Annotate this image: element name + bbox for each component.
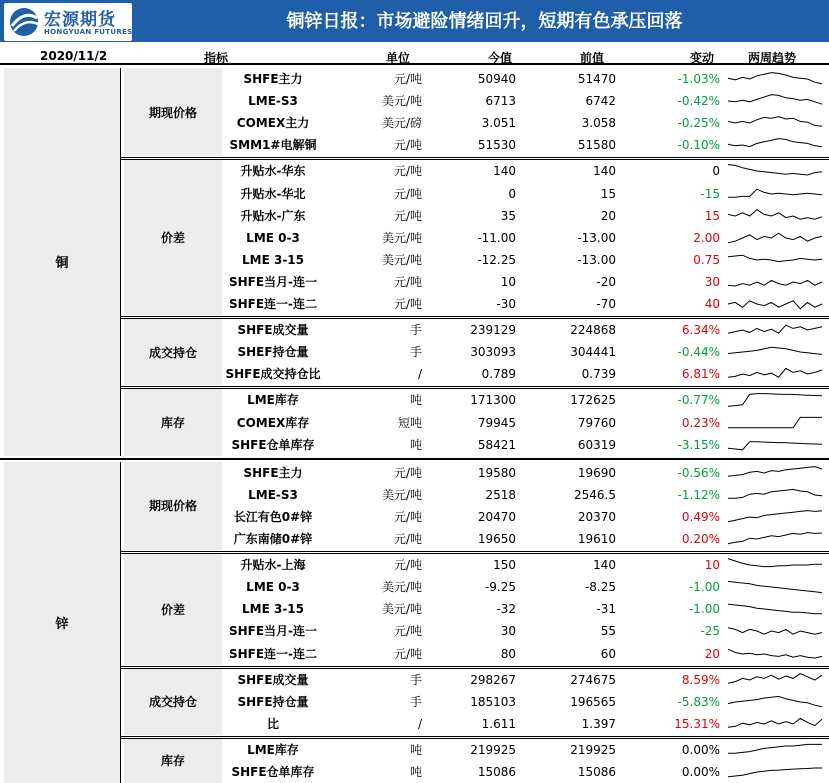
current-value: 219925 <box>470 742 516 757</box>
indicator-name: COMEX主力 <box>236 116 310 131</box>
current-value: 19580 <box>477 465 516 480</box>
change-value: -0.56% <box>677 465 720 480</box>
indicator-name: SHFE连一-连二 <box>228 297 318 311</box>
trend-line <box>728 441 822 449</box>
column-header-change: 变动 <box>690 51 715 65</box>
group-divider <box>120 551 829 552</box>
indicator-name: SHEF持仓量 <box>237 345 309 360</box>
group-divider <box>120 386 829 387</box>
change-value: 0.00% <box>681 742 720 757</box>
trend-line <box>728 649 822 658</box>
current-value: 150 <box>493 558 516 573</box>
current-value: -32 <box>496 602 516 617</box>
trend-sparkline <box>726 228 824 248</box>
change-value: -3.15% <box>677 437 720 452</box>
previous-value: 1.397 <box>581 716 616 731</box>
change-value: 40 <box>704 297 720 311</box>
previous-value: 304441 <box>570 345 616 360</box>
unit-cell: 吨 <box>409 437 422 452</box>
trend-line <box>728 466 822 476</box>
trend-sparkline <box>726 621 824 641</box>
indicator-name: LME-S3 <box>248 487 298 502</box>
group-label: 库存 <box>160 416 185 431</box>
trend-sparkline <box>726 342 824 362</box>
unit-cell: 吨 <box>409 742 422 757</box>
indicator-name: LME-S3 <box>248 94 298 109</box>
trend-sparkline <box>726 250 824 270</box>
trend-line <box>728 718 822 727</box>
unit-cell: 元/吨 <box>393 138 422 153</box>
trend-sparkline <box>726 272 824 292</box>
unit-cell: 美元/吨 <box>381 94 422 109</box>
change-value: 30 <box>704 274 720 289</box>
trend-line <box>728 347 822 354</box>
trend-sparkline <box>726 599 824 619</box>
group-divider <box>120 157 829 158</box>
indicator-name: SHFE成交持仓比 <box>225 367 321 382</box>
previous-value: -20 <box>596 274 616 289</box>
current-value: 171300 <box>470 393 516 408</box>
trend-line <box>728 233 822 243</box>
column-header-indicator: 指标 <box>204 51 229 65</box>
change-value: 0.49% <box>681 509 720 524</box>
change-value: -25 <box>700 624 720 639</box>
previous-value: 219925 <box>570 742 616 757</box>
indicator-name: LME 0-3 <box>246 230 300 245</box>
trend-sparkline <box>726 113 824 133</box>
trend-sparkline <box>726 670 824 690</box>
trend-line <box>728 768 822 777</box>
trend-sparkline <box>726 161 824 181</box>
unit-cell: 吨 <box>409 765 422 779</box>
previous-value: 20370 <box>577 509 616 524</box>
indicator-name: SHFE当月-连一 <box>228 624 318 639</box>
trend-line <box>728 582 822 593</box>
current-value: 239129 <box>470 323 516 338</box>
section-divider-vertical <box>120 68 121 456</box>
indicator-name: LME库存 <box>247 393 299 408</box>
current-value: 50940 <box>477 72 516 86</box>
column-header-current: 今值 <box>488 51 513 65</box>
current-value: 10 <box>500 274 516 289</box>
trend-sparkline <box>726 463 824 483</box>
change-value: 0.75 <box>693 252 720 267</box>
current-value: 1.611 <box>481 716 516 731</box>
group-label: 库存 <box>160 754 185 769</box>
current-value: 298267 <box>470 672 516 687</box>
unit-cell: 手 <box>409 694 422 709</box>
trend-line <box>728 369 822 378</box>
previous-value: 55 <box>600 624 616 639</box>
unit-cell: 元/吨 <box>393 532 422 546</box>
unit-cell: 元/吨 <box>393 208 422 223</box>
trend-sparkline <box>726 320 824 340</box>
current-value: -30 <box>496 297 516 311</box>
group-label: 价差 <box>160 602 185 617</box>
column-header-unit: 单位 <box>386 51 411 65</box>
previous-value: -31 <box>596 602 616 617</box>
group-label: 期现价格 <box>148 105 197 120</box>
indicator-name: 升贴水-华东 <box>240 164 306 179</box>
report-header <box>0 0 829 44</box>
indicator-name: LME 3-15 <box>242 602 304 617</box>
current-value: 140 <box>493 164 516 179</box>
change-value: -0.42% <box>677 94 720 109</box>
column-header-previous: 前值 <box>580 51 605 65</box>
trend-sparkline <box>726 184 824 204</box>
trend-sparkline <box>726 364 824 384</box>
change-value: -0.10% <box>677 138 720 153</box>
change-value: -0.44% <box>677 345 720 360</box>
unit-cell: 元/吨 <box>393 558 422 573</box>
previous-value: 224868 <box>570 323 616 338</box>
change-value: 0.00% <box>681 765 720 779</box>
current-value: -11.00 <box>477 230 516 245</box>
current-value: 20470 <box>477 509 516 524</box>
trend-sparkline <box>726 644 824 664</box>
trend-sparkline <box>726 507 824 527</box>
change-value: 2.00 <box>693 230 720 245</box>
indicator-name: 广东南储0#锌 <box>233 532 313 546</box>
section-divider <box>0 458 829 460</box>
unit-cell: 手 <box>409 323 422 338</box>
previous-value: 19610 <box>577 532 616 546</box>
trend-sparkline <box>726 485 824 505</box>
unit-cell: 手 <box>409 345 422 360</box>
group-label: 成交持仓 <box>148 695 197 710</box>
current-value: 80 <box>500 646 516 661</box>
previous-value: -13.00 <box>577 230 616 245</box>
indicator-name: 长江有色0#锌 <box>233 509 313 524</box>
group-label: 价差 <box>160 231 185 246</box>
trend-line <box>728 280 822 286</box>
trend-line <box>728 533 822 544</box>
unit-cell: 美元/吨 <box>381 487 422 502</box>
trend-line <box>728 165 822 175</box>
metal-label: 铜 <box>55 256 69 272</box>
logo-text-cn: 宏源期货 <box>44 10 116 30</box>
indicator-name: 比 <box>266 716 279 731</box>
unit-cell: 元/吨 <box>393 646 422 661</box>
trend-line <box>728 301 822 309</box>
unit-cell: 元/吨 <box>393 164 422 179</box>
indicator-name: SHFE主力 <box>243 465 303 480</box>
previous-value: 51580 <box>577 138 616 153</box>
unit-cell: 美元/吨 <box>381 580 422 595</box>
company-logo <box>4 3 132 41</box>
unit-cell: 美元/吨 <box>381 252 422 267</box>
unit-cell: 元/吨 <box>393 297 422 311</box>
trend-line <box>728 189 822 197</box>
indicator-name: SHFE仓单库存 <box>231 765 315 779</box>
change-value: 0 <box>712 164 720 179</box>
trend-sparkline <box>726 91 824 111</box>
previous-value: 0.739 <box>581 367 616 382</box>
previous-value: 19690 <box>577 465 616 480</box>
unit-cell: 元/吨 <box>393 624 422 639</box>
current-value: 35 <box>500 208 516 223</box>
previous-value: -70 <box>596 297 616 311</box>
indicator-name: SHFE主力 <box>243 72 303 86</box>
indicator-name: COMEX库存 <box>236 415 310 430</box>
previous-value: -8.25 <box>584 580 616 595</box>
unit-cell: 吨 <box>409 393 422 408</box>
trend-line <box>728 696 822 706</box>
report-title: 铜锌日报：市场避险情绪回升，短期有色承压回落 <box>286 11 683 32</box>
trend-line <box>728 559 822 567</box>
previous-value: 60319 <box>577 437 616 452</box>
previous-value: 172625 <box>570 393 616 408</box>
current-value: 58421 <box>477 437 516 452</box>
unit-cell: 短吨 <box>397 415 422 430</box>
unit-cell: 元/吨 <box>393 186 422 201</box>
trend-sparkline <box>726 577 824 597</box>
trend-line <box>728 139 822 147</box>
group-divider <box>120 316 829 317</box>
trend-sparkline <box>726 135 824 155</box>
previous-value: 2546.5 <box>574 487 616 502</box>
trend-line <box>728 95 822 105</box>
change-value: 15 <box>704 208 720 223</box>
change-value: 0.20% <box>681 532 720 546</box>
trend-line <box>728 628 822 634</box>
change-value: 20 <box>704 646 720 661</box>
change-value: -0.25% <box>677 116 720 131</box>
change-value: 8.59% <box>681 672 720 687</box>
change-value: -5.83% <box>677 694 720 709</box>
previous-value: 274675 <box>570 672 616 687</box>
logo-mark-icon <box>7 6 41 38</box>
trend-sparkline <box>726 692 824 712</box>
previous-value: 79760 <box>577 415 616 430</box>
change-value: -1.03% <box>677 72 720 86</box>
trend-line <box>728 394 822 407</box>
group-label: 成交持仓 <box>148 345 197 360</box>
trend-sparkline <box>726 435 824 455</box>
change-value: 15.31% <box>674 716 720 731</box>
current-value: 303093 <box>470 345 516 360</box>
trend-line <box>728 417 822 427</box>
indicator-name: SHFE仓单库存 <box>231 437 315 452</box>
trend-line <box>728 325 822 333</box>
current-value: 30 <box>500 624 516 639</box>
current-value: 51530 <box>477 138 516 153</box>
current-value: 2518 <box>485 487 516 502</box>
section-divider-vertical <box>120 462 121 783</box>
trend-line <box>728 510 822 521</box>
unit-cell: 手 <box>409 672 422 687</box>
trend-sparkline <box>726 206 824 226</box>
column-header-trend: 两周趋势 <box>748 51 797 65</box>
previous-value: 140 <box>593 558 616 573</box>
indicator-name: LME库存 <box>247 742 299 757</box>
change-value: 6.34% <box>681 323 720 338</box>
trend-line <box>728 604 822 614</box>
trend-line <box>728 673 822 683</box>
previous-value: 60 <box>600 646 616 661</box>
current-value: 3.051 <box>481 116 516 131</box>
trend-line <box>728 489 822 498</box>
trend-line <box>728 73 822 84</box>
change-value: -1.00 <box>688 602 720 617</box>
previous-value: 140 <box>593 164 616 179</box>
current-value: 15086 <box>477 765 516 779</box>
current-value: -12.25 <box>477 252 516 267</box>
group-divider <box>120 666 829 667</box>
previous-value: 3.058 <box>581 116 616 131</box>
change-value: 10 <box>704 558 720 573</box>
indicator-name: SHFE连一-连二 <box>228 646 318 661</box>
trend-sparkline <box>726 390 824 410</box>
trend-sparkline <box>726 714 824 734</box>
current-value: 0.789 <box>481 367 516 382</box>
current-value: 0 <box>508 186 516 201</box>
group-label: 期现价格 <box>148 499 197 514</box>
unit-cell: 元/吨 <box>393 274 422 289</box>
trend-sparkline <box>726 740 824 760</box>
indicator-name: SHFE当月-连一 <box>228 274 318 289</box>
previous-value: 20 <box>600 208 616 223</box>
unit-cell: / <box>417 367 422 382</box>
indicator-name: SHFE成交量 <box>237 323 309 338</box>
trend-line <box>728 255 822 261</box>
indicator-name: 升贴水-广东 <box>240 208 306 223</box>
change-value: -1.00 <box>688 580 720 595</box>
unit-cell: 美元/磅 <box>381 116 422 131</box>
trend-sparkline <box>726 762 824 782</box>
current-value: 19650 <box>477 532 516 546</box>
trend-sparkline <box>726 294 824 314</box>
trend-sparkline <box>726 413 824 433</box>
indicator-name: 升贴水-上海 <box>240 558 306 573</box>
unit-cell: 元/吨 <box>393 465 422 480</box>
trend-line <box>728 117 822 127</box>
unit-cell: 元/吨 <box>393 72 422 86</box>
metal-label: 锌 <box>55 616 69 632</box>
indicator-name: LME 0-3 <box>246 580 300 595</box>
column-header-row <box>0 47 829 65</box>
current-value: 79945 <box>477 415 516 430</box>
change-value: 0.23% <box>681 415 720 430</box>
unit-cell: 美元/吨 <box>381 230 422 245</box>
trend-sparkline <box>726 555 824 575</box>
current-value: 185103 <box>470 694 516 709</box>
unit-cell: / <box>417 716 422 731</box>
previous-value: 15 <box>600 186 616 201</box>
trend-sparkline <box>726 69 824 89</box>
group-divider <box>120 736 829 737</box>
change-value: -0.77% <box>677 393 720 408</box>
logo-text-en: HONGYUAN FUTURES <box>44 28 133 36</box>
indicator-name: SHFE持仓量 <box>237 694 309 709</box>
indicator-name: SMM1#电解铜 <box>229 138 317 153</box>
previous-value: -13.00 <box>577 252 616 267</box>
change-value: -1.12% <box>677 487 720 502</box>
current-value: 6713 <box>485 94 516 109</box>
previous-value: 15086 <box>577 765 616 779</box>
change-value: 6.81% <box>681 367 720 382</box>
report-date: 2020/11/2 <box>40 49 108 63</box>
previous-value: 6742 <box>585 94 616 109</box>
indicator-name: 升贴水-华北 <box>240 186 306 201</box>
indicator-name: LME 3-15 <box>242 252 304 267</box>
indicator-name: SHFE成交量 <box>237 672 309 687</box>
previous-value: 51470 <box>577 72 616 86</box>
trend-line <box>728 209 822 219</box>
change-value: -15 <box>700 186 720 201</box>
trend-sparkline <box>726 529 824 549</box>
unit-cell: 美元/吨 <box>381 602 422 617</box>
unit-cell: 元/吨 <box>393 509 422 524</box>
current-value: -9.25 <box>484 580 516 595</box>
previous-value: 196565 <box>570 694 616 709</box>
